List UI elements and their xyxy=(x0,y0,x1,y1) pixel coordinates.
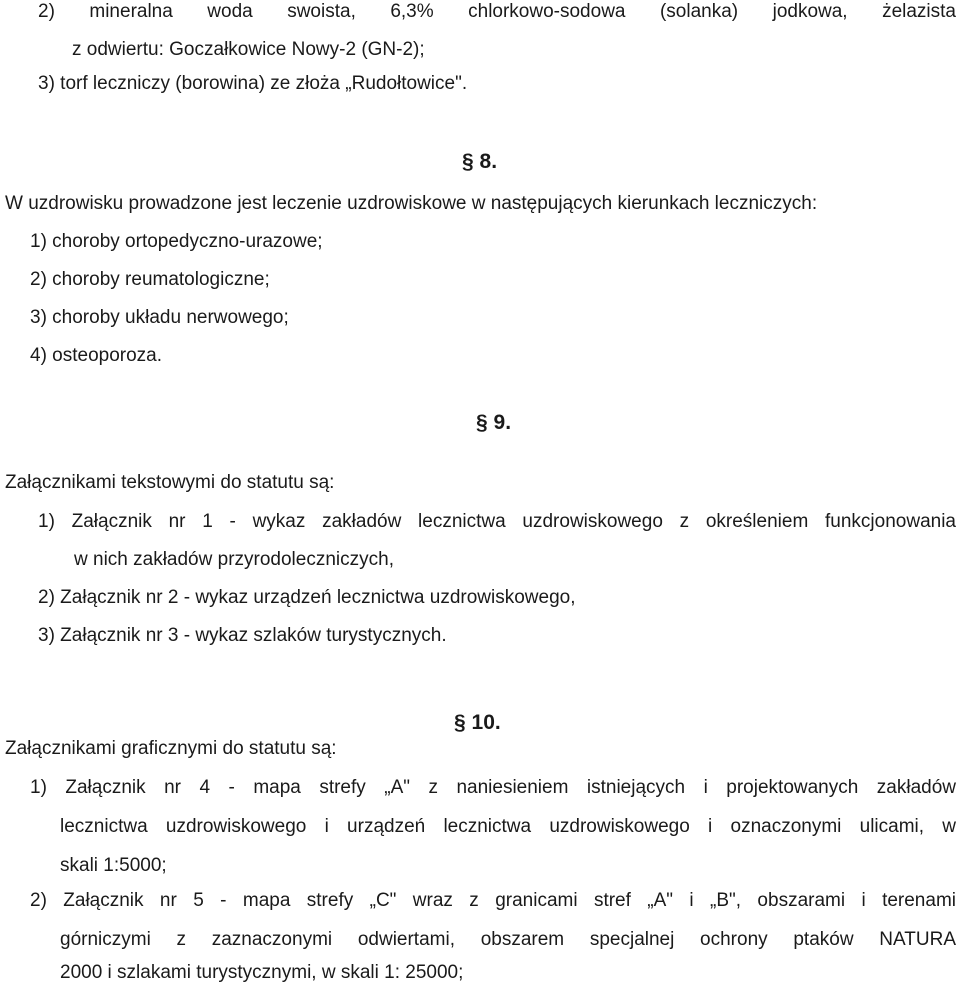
list-item: 1) choroby ortopedyczno-urazowe; xyxy=(30,231,323,252)
list-item: 2) choroby reumatologiczne; xyxy=(30,269,270,290)
list-item-3: 3) Załącznik nr 3 - wykaz szlaków turystycznych. xyxy=(38,625,447,646)
list-item: 3) choroby układu nerwowego; xyxy=(30,307,289,328)
list-item-1-line-3: skali 1:5000; xyxy=(60,855,167,876)
list-item-2-line-1: 2) Załącznik nr 5 - mapa strefy „C" wraz z granicami stref „A" i „B", obszarami i terenami xyxy=(30,890,956,911)
section-8-intro: W uzdrowisku prowadzone jest leczenie uzdrowiskowe w następujących kierunkach leczniczych: xyxy=(5,193,818,214)
section-9-intro: Załącznikami tekstowymi do statutu są: xyxy=(5,472,335,493)
list-item-3: 3) torf leczniczy (borowina) ze złoża „Rudołtowice". xyxy=(38,73,468,94)
list-item-1-line-1: 1) Załącznik nr 1 - wykaz zakładów lecznictwa uzdrowiskowego z określeniem funkcjonowania xyxy=(38,511,956,532)
list-item-2-line-2: górniczymi z zaznaczonymi odwiertami, obszarem specjalnej ochrony ptaków NATURA xyxy=(60,929,956,950)
list-item-2-line-3: 2000 i szlakami turystycznymi, w skali 1: 25000; xyxy=(60,962,464,983)
section-8-heading: § 8. xyxy=(462,150,498,173)
list-item-1-line-2: w nich zakładów przyrodoleczniczych, xyxy=(74,549,394,570)
section-10-intro: Załącznikami graficznymi do statutu są: xyxy=(5,738,337,759)
list-item-2-line-2: z odwiertu: Goczałkowice Nowy-2 (GN-2); xyxy=(72,39,425,60)
section-9-heading: § 9. xyxy=(476,411,512,434)
list-item-2: 2) Załącznik nr 2 - wykaz urządzeń lecznictwa uzdrowiskowego, xyxy=(38,587,576,608)
list-item-1-line-2: lecznictwa uzdrowiskowego i urządzeń lecznictwa uzdrowiskowego i oznaczonymi ulicami, w xyxy=(60,816,956,837)
section-10-heading: § 10. xyxy=(454,711,501,734)
list-item-1-line-1: 1) Załącznik nr 4 - mapa strefy „A" z naniesieniem istniejących i projektowanych zakładów xyxy=(30,777,956,798)
list-item-2-line-1: 2) mineralna woda swoista, 6,3% chlorkowo-sodowa (solanka) jodkowa, żelazista xyxy=(38,1,956,22)
list-item: 4) osteoporoza. xyxy=(30,345,163,366)
